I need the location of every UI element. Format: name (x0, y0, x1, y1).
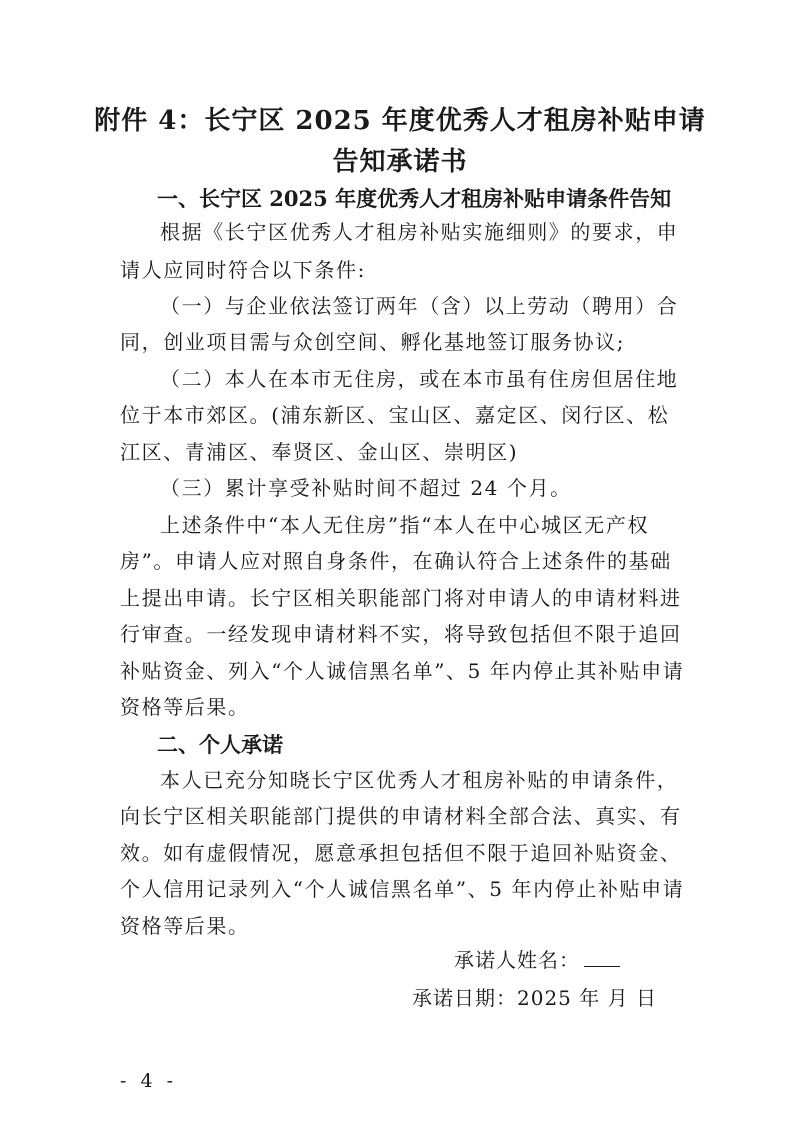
document-title-line2: 告知承诺书 (332, 147, 468, 177)
section1-line: 补贴资金、列入“个人诚信黑名单”、5 年内停止其补贴申请 (120, 659, 685, 683)
page-number: - 4 - (120, 1070, 178, 1092)
section1-line: （二）本人在本市无住房，或在本市虽有住房但居住地 (160, 367, 679, 391)
section1-line: 上述条件中“本人无住房”指“本人在中心城区无产权 (160, 513, 650, 537)
document-title-line1: 附件 4：长宁区 2025 年度优秀人才租房补贴申请 (94, 106, 706, 136)
section1-line: （三）累计享受补贴时间不超过 24 个月。 (160, 476, 572, 500)
signature-name (454, 944, 620, 973)
section1-line: 根据《长宁区优秀人才租房补贴实施细则》的要求，申 (160, 220, 679, 244)
section1-line: 资格等后果。 (120, 695, 250, 719)
section2-line: 效。如有虚假情况，愿意承担包括但不限于追回补贴资金、 (120, 841, 682, 865)
section1-line: 同，创业项目需与众创空间、孵化基地签订服务协议; (120, 330, 626, 354)
section1-line: 江区、青浦区、奉贤区、金山区、崇明区) (120, 440, 519, 464)
section1-line: 位于本市郊区。(浦东新区、宝山区、嘉定区、闵行区、松 (120, 403, 670, 427)
section2-line: 个人信用记录列入“个人诚信黑名单”、5 年内停止补贴申请 (120, 877, 685, 901)
section1-line: 请人应同时符合以下条件: (120, 258, 366, 282)
signature-name-blank (584, 948, 620, 967)
signature-date: 承诺日期：2025 年 月 日 (412, 986, 657, 1010)
section2-line: 向长宁区相关职能部门提供的申请材料全部合法、真实、有 (120, 804, 682, 828)
section1-line: （一）与企业依法签订两年（含）以上劳动（聘用）合 (160, 294, 679, 318)
section2-heading: 二、个人承诺 (157, 732, 283, 757)
signature-name-label: 承诺人姓名： (454, 948, 580, 972)
section1-heading: 一、长宁区 2025 年度优秀人才租房补贴申请条件告知 (157, 186, 672, 211)
section1-line: 行审查。一经发现申请材料不实，将导致包括但不限于追回 (120, 622, 682, 646)
section1-line: 上提出申请。长宁区相关职能部门将对申请人的申请材料进 (120, 586, 682, 610)
section2-line: 资格等后果。 (120, 914, 250, 938)
section2-line: 本人已充分知晓长宁区优秀人才租房补贴的申请条件， (160, 768, 679, 792)
section1-line: 房”。申请人应对照自身条件，在确认符合上述条件的基础 (120, 549, 672, 573)
